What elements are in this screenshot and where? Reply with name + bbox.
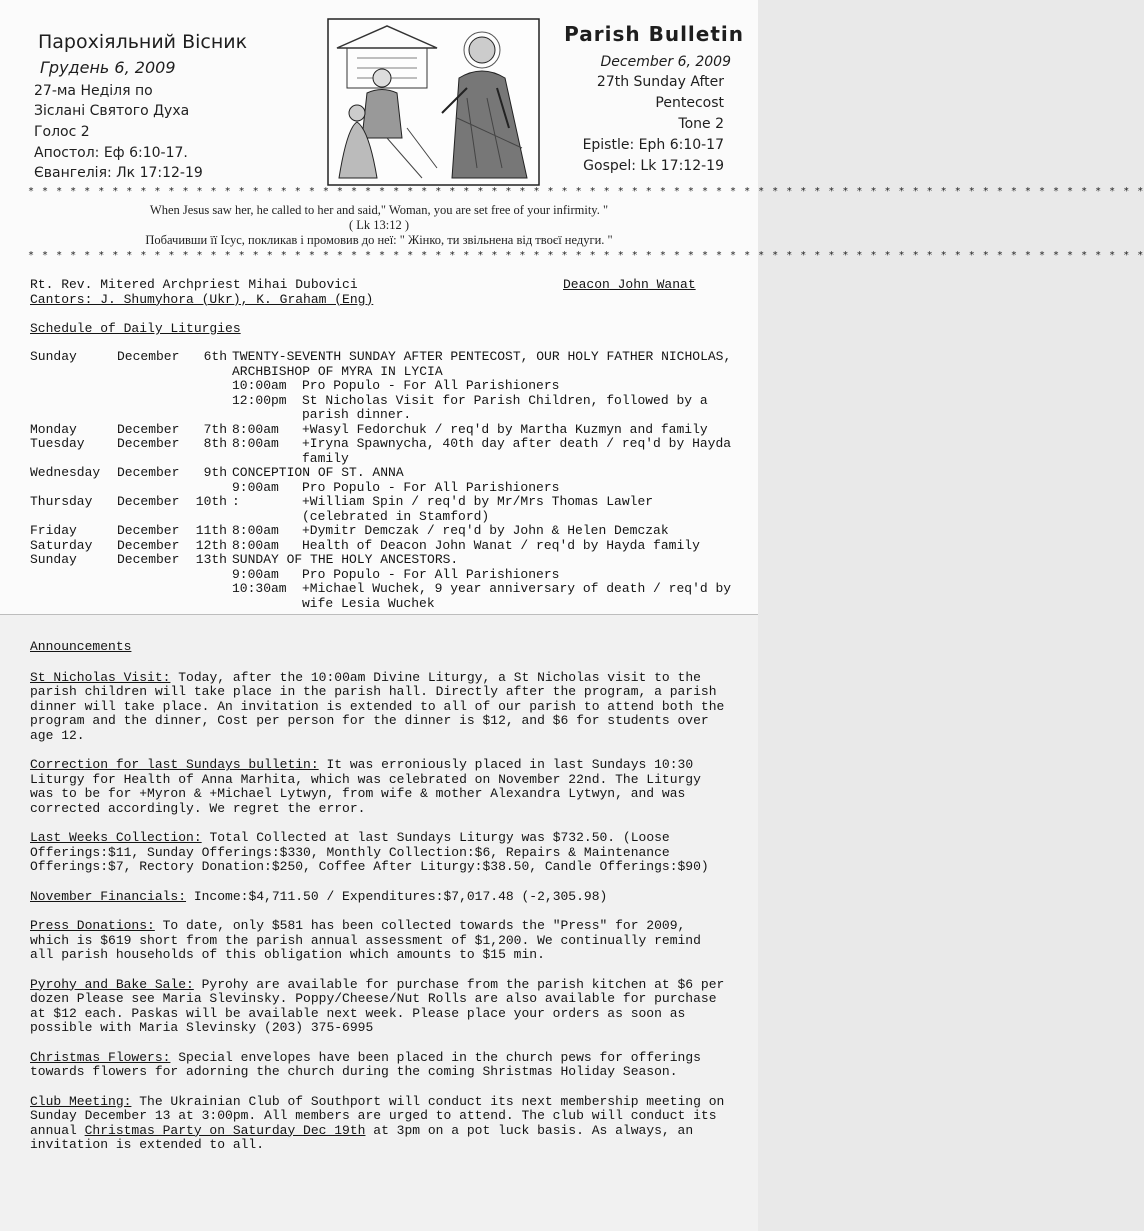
announcement-item: [30, 978, 730, 1036]
schedule-row: [30, 437, 745, 466]
ukrainian-tone: Голос 2: [34, 124, 90, 140]
announcement-list: [30, 671, 730, 1080]
announcement-body: Total Collected at last Sundays Liturgy was $732.50. (Loose Offerings:$11, Sunday Offerings:$330, Monthly Collection:$6, Repairs & Maintenance Offerings:$7, Rectory Donation:$250, Coffee After Liturgy:$38.50, Candle Offerings:$90): [30, 830, 709, 874]
quote-english: When Jesus saw her, he called to her and said," Woman, you are set free of your infirmity. ": [149, 203, 609, 217]
schedule-month: December: [117, 523, 180, 538]
schedule-date: [187, 379, 227, 394]
schedule-month: [117, 394, 187, 423]
schedule-text: +Dymitr Demczak / req'd by John & Helen Demczak: [302, 523, 669, 538]
schedule-heading: Schedule of Daily Liturgies: [30, 321, 241, 336]
schedule-date: 6th: [203, 349, 227, 364]
quote-ukrainian: Побачивши її Ісус, покликав і промовив до неї: " Жінко, ти звільнена від твоєї недуги. ": [145, 233, 613, 247]
schedule-date: 12th: [195, 537, 227, 553]
schedule-date: [187, 481, 227, 496]
announcements-heading: Announcements: [30, 639, 132, 654]
ukrainian-sunday: 27-ма Неділя по: [34, 83, 153, 99]
schedule-time: 8:00am: [232, 436, 279, 451]
announcement-title: Christmas Flowers:: [30, 1049, 171, 1065]
schedule-date: 13th: [195, 552, 227, 567]
schedule-day: Sunday: [30, 349, 77, 364]
schedule-text: CONCEPTION OF ST. ANNA: [232, 465, 404, 480]
schedule-row: [30, 466, 745, 481]
schedule-date: 8th: [203, 436, 227, 451]
announcement-item: [30, 890, 730, 905]
schedule-time: 10:00am: [232, 378, 287, 393]
schedule-row: [30, 481, 745, 496]
announcement-title: Club Meeting:: [30, 1093, 132, 1109]
announcement-title: Correction for last Sundays bulletin:: [30, 757, 319, 772]
ukrainian-gospel: Євангелія: Лк 17:12-19: [34, 165, 203, 181]
bulletin-top-sheet: [0, 0, 1144, 614]
schedule-row: [30, 524, 745, 539]
schedule-date: [187, 394, 227, 423]
schedule-date: 10th: [195, 494, 227, 509]
announcement-body: The Ukrainian Club of Southport will conduct its next membership meeting on Sunday December 13 at 3:00pm. All members are urged to attend. The club will conduct its annual: [30, 1093, 725, 1138]
schedule-date: 11th: [195, 523, 227, 538]
schedule-month: December: [117, 552, 180, 567]
schedule-row: [30, 495, 745, 524]
schedule-time: 12:00pm: [232, 392, 287, 408]
schedule-text: +Michael Wuchek, 9 year anniversary of death / req'd by wife Lesia Wuchek: [302, 581, 732, 611]
schedule-day: Friday: [30, 523, 77, 538]
ukrainian-date: Грудень 6, 2009: [40, 58, 176, 77]
announcement-item: [30, 919, 730, 963]
star-divider-bottom: * * * * * * * * * * * * * * * * * * * * * * * * * * * * * * * * * * * * * * * * * * * * * * * * * * * * * * * * * * * * * * * * * * * * * * * * * * * * * * * *: [28, 250, 1144, 261]
schedule-text: SUNDAY OF THE HOLY ANCESTORS.: [232, 552, 459, 567]
icon-illustration: [327, 18, 540, 186]
announcement-body: Special envelopes have been placed in the church pews for offerings towards flowers for adorning the church during the coming Shristmas Holiday Season.: [30, 1049, 701, 1079]
announcement-title: Pyrohy and Bake Sale:: [30, 976, 194, 992]
schedule-day: Wednesday: [30, 465, 101, 480]
schedule-time: 9:00am: [232, 479, 279, 495]
schedule-text: Pro Populo - For All Parishioners: [302, 566, 560, 582]
announcement-body-end: at 3pm on a pot luck basis. As always, an invitation is extended to all.: [30, 1122, 694, 1152]
schedule-day: [30, 582, 117, 611]
english-date: December 6, 2009: [600, 54, 731, 70]
announcement-body: Pyrohy are available for purchase from the parish kitchen at $6 per dozen Please see Maria Slevinsky. Poppy/Cheese/Nut Rolls are also available for purchase at $12 each. Paskas will be available next week. Please place your orders as soon as possible with Maria Slevinsky (203) 375-6995: [30, 976, 725, 1035]
schedule-time: 9:00am: [232, 566, 279, 582]
english-title: Parish Bulletin: [564, 22, 744, 46]
announcement-item: [30, 671, 730, 744]
schedule-day: [30, 394, 117, 423]
ukrainian-title: Парохіяльний Вісник: [38, 31, 248, 53]
announcement-title: November Financials:: [30, 888, 187, 904]
schedule-day: [30, 379, 117, 394]
schedule-date: 9th: [203, 465, 227, 480]
quote-reference: ( Lk 13:12 ): [348, 218, 410, 232]
schedule-month: December: [117, 421, 180, 437]
schedule-month: December: [117, 465, 180, 480]
announcement-body: Income:$4,711.50 / Expenditures:$7,017.48 (-2,305.98): [186, 888, 608, 904]
announcement-title: Press Donations:: [30, 918, 155, 933]
schedule-row: [30, 379, 745, 394]
schedule-table: [30, 350, 745, 611]
announcement-title: St Nicholas Visit:: [30, 669, 171, 685]
schedule-month: [117, 379, 187, 394]
schedule-date: [187, 582, 227, 611]
schedule-time: 8:00am: [232, 421, 279, 437]
schedule-text: St Nicholas Visit for Parish Children, followed by a parish dinner.: [302, 392, 708, 422]
announcement-item: [30, 758, 730, 816]
schedule-day: Monday: [30, 421, 77, 437]
english-epistle: Epistle: Eph 6:10-17: [582, 137, 724, 153]
schedule-row: [30, 553, 745, 568]
schedule-text: +Iryna Spawnycha, 40th day after death / req'd by Hayda family: [302, 436, 732, 466]
schedule-month: December: [117, 537, 180, 553]
schedule-month: [117, 568, 187, 583]
schedule-date: 7th: [203, 421, 227, 437]
christmas-party-link-text: Christmas Party on Saturday Dec 19th: [84, 1122, 366, 1138]
schedule-month: December: [117, 494, 180, 509]
schedule-month: December: [117, 436, 180, 451]
ukrainian-pentecost: Зіслані Святого Духа: [34, 103, 190, 119]
announcement-item: [30, 1051, 730, 1080]
announcement-item: [30, 831, 730, 875]
schedule-row: [30, 394, 745, 423]
schedule-month: [117, 481, 187, 496]
announcement-body: To date, only $581 has been collected towards the "Press" for 2009, which is $619 short from the parish annual assessment of $1,200. We continually remind all parish households of this obligation which amounts to $15 min.: [30, 918, 701, 962]
rector-name: Rt. Rev. Mitered Archpriest Mihai Dubovici: [30, 277, 358, 292]
announcement-body: It was erroniously placed in last Sundays 10:30 Liturgy for Health of Anna Marhita, which was celebrated on November 22nd. The Liturgy was to be for +Myron & +Michael Lytwyn, from wife & mother Alexandra Lytwyn, and was corrected accordingly. We regret the error.: [30, 757, 701, 816]
announcement-club: [30, 1095, 730, 1153]
announcement-body: Today, after the 10:00am Divine Liturgy, a St Nicholas visit to the parish children will take place in the parish hall. Directly after the program, a parish dinner will take place. An invitation is extended to all of our parish to attend both the program and the dinner, Cost per person for the dinner is $12, and $6 for students over age 12.: [30, 669, 725, 743]
english-sunday: 27th Sunday After: [596, 74, 724, 90]
ukrainian-epistle: Апостол: Еф 6:10-17.: [34, 145, 188, 161]
schedule-text: +Wasyl Fedorchuk / req'd by Martha Kuzmyn and family: [302, 421, 708, 437]
schedule-row: [30, 350, 745, 379]
schedule-text: Pro Populo - For All Parishioners: [302, 378, 560, 393]
schedule-day: [30, 481, 117, 496]
announcement-title: Last Weeks Collection:: [30, 830, 202, 845]
schedule-time: 8:00am: [232, 523, 279, 538]
schedule-text: Pro Populo - For All Parishioners: [302, 479, 560, 495]
schedule-text: TWENTY-SEVENTH SUNDAY AFTER PENTECOST, OUR HOLY FATHER NICHOLAS, ARCHBISHOP OF MYRA IN LYCIA: [232, 349, 732, 379]
deacon-name: Deacon John Wanat: [563, 277, 696, 292]
schedule-date: [187, 568, 227, 583]
schedule-row: [30, 423, 745, 438]
schedule-month: December: [117, 349, 180, 364]
schedule-day: [30, 568, 117, 583]
schedule-day: Thursday: [30, 494, 93, 509]
clergy-block: [30, 278, 373, 307]
announcements-section: [30, 640, 730, 1168]
schedule-row: [30, 582, 745, 611]
schedule-time: 8:00am: [232, 537, 279, 553]
schedule-text: Health of Deacon John Wanat / req'd by Hayda family: [302, 537, 700, 553]
star-divider-top: * * * * * * * * * * * * * * * * * * * * * * * * * * * * * * * * * * * * * * * * * * * * * * * * * * * * * * * * * * * * * * * * * * * * * * * * * * * * * * * *: [28, 186, 1144, 197]
english-tone: Tone 2: [678, 116, 724, 132]
cantors-line: Cantors: J. Shumyhora (Ukr), K. Graham (Eng): [30, 291, 374, 307]
schedule-month: [117, 582, 187, 611]
schedule-day: Sunday: [30, 552, 77, 567]
schedule-row: [30, 568, 745, 583]
schedule-day: Saturday: [30, 537, 93, 553]
english-pentecost: Pentecost: [655, 95, 724, 111]
schedule-text: +William Spin / req'd by Mr/Mrs Thomas Lawler (celebrated in Stamford): [302, 494, 654, 524]
schedule-time: 10:30am: [232, 581, 287, 596]
schedule-time: :: [232, 494, 240, 509]
english-gospel: Gospel: Lk 17:12-19: [583, 158, 724, 174]
schedule-row: [30, 539, 745, 554]
schedule-day: Tuesday: [30, 436, 85, 451]
